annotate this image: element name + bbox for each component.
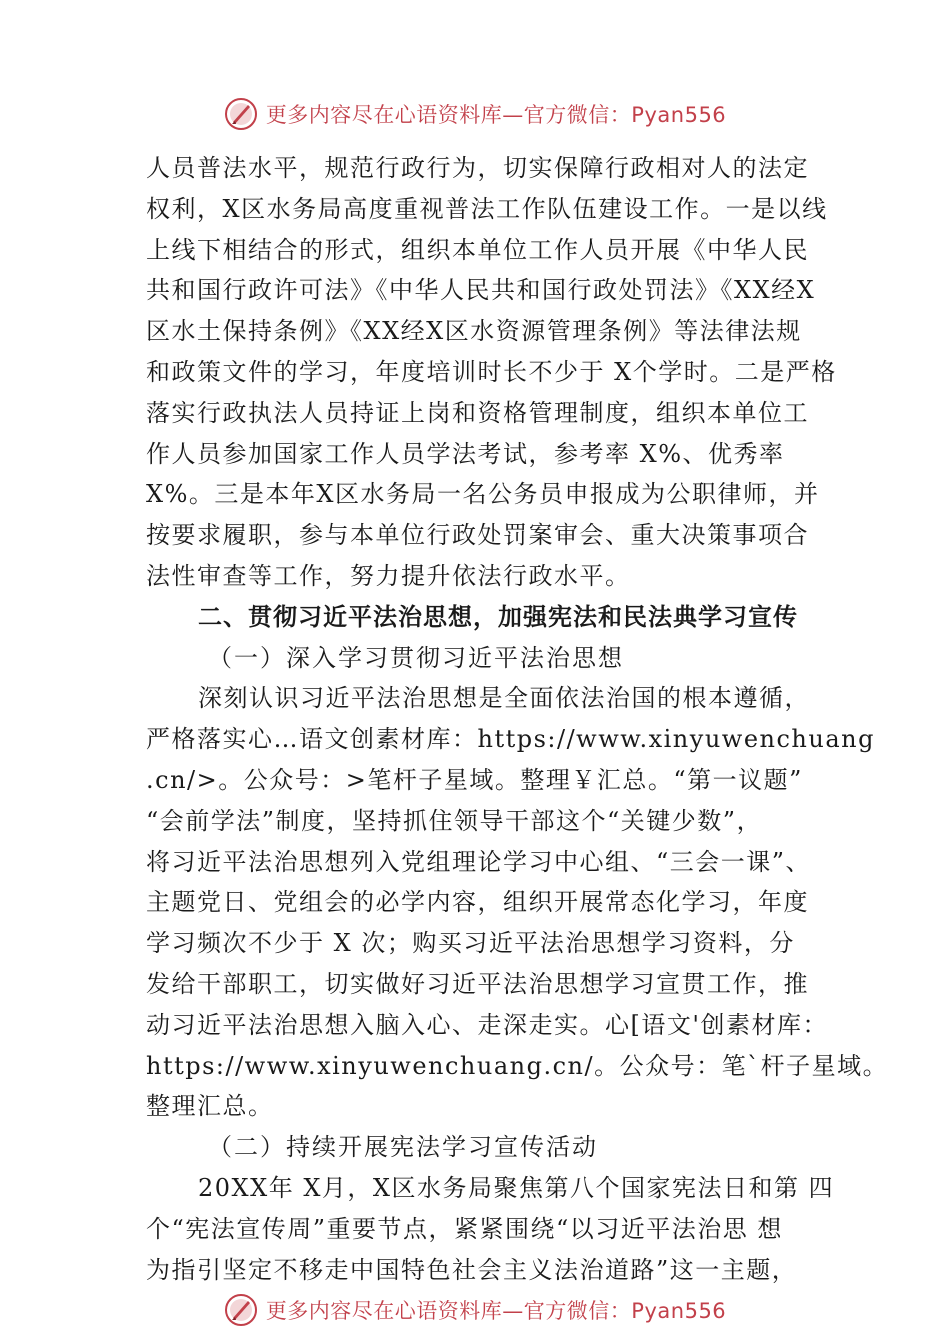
header-watermark-banner <box>0 92 950 136</box>
paragraph-line: “会前学法”制度，坚持抓住领导干部这个“关键少数”， <box>146 806 763 835</box>
paragraph-line: X%。三是本年X区水务局一名公务员申报成为公职律师，并 <box>146 480 820 509</box>
paragraph-line: 共和国行政许可法》《中华人民共和国行政处罚法》《XX经X <box>146 276 816 305</box>
paragraph-line: 将习近平法治思想列入党组理论学习中心组、“三会一课”、 <box>146 847 812 876</box>
paragraph-line: 权利，X区水务局高度重视普法工作队伍建设工作。一是以线 <box>146 194 828 223</box>
quill-pen-logo-icon <box>224 1293 258 1327</box>
quill-pen-logo-icon <box>224 97 258 131</box>
subsection-heading: （二）持续开展宪法学习宣传活动 <box>208 1133 598 1162</box>
paragraph-line: 落实行政执法人员持证上岗和资格管理制度，组织本单位工 <box>146 398 809 427</box>
paragraph-line: 发给干部职工，切实做好习近平法治思想学习宣贯工作，推 <box>146 969 809 998</box>
paragraph-line: 主题党日、党组会的必学内容，组织开展常态化学习，年度 <box>146 888 809 917</box>
paragraph-line: 严格落实心…语文创素材库：https://www.xinyuwenchuang <box>146 725 875 754</box>
paragraph-line: 法性审查等工作，努力提升依法行政水平。 <box>146 561 631 590</box>
watermark-text: 更多内容尽在心语资料库—官方微信：Pyan556 <box>265 1299 727 1323</box>
paragraph-line: 人员普法水平，规范行政行为，切实保障行政相对人的法定 <box>146 154 809 182</box>
paragraph-line: 深刻认识习近平法治思想是全面依法治国的根本遵循， <box>198 684 810 713</box>
paragraph-line: 动习近平法治思想入脑入心、走深走实。心[语文'创素材库： <box>146 1010 828 1039</box>
paragraph-line: .cn/>。公众号：>笔杆子星域。整理￥汇总。“第一议题” <box>146 765 803 794</box>
paragraph-line: 上线下相结合的形式，组织本单位工作人员开展《中华人民 <box>146 235 809 264</box>
paragraph-line: 整理汇总。 <box>146 1092 274 1121</box>
paragraph-line: 20XX年 X月，X区水务局聚焦第八个国家宪法日和第 四 <box>198 1173 835 1202</box>
paragraph-line: 为指引坚定不移走中国特色社会主义法治道路”这一主题， <box>146 1255 798 1284</box>
watermark-text: 更多内容尽在心语资料库—官方微信：Pyan556 <box>265 103 727 127</box>
paragraph-line: 按要求履职，参与本单位行政处罚案审会、重大决策事项合 <box>146 521 809 550</box>
section-heading: 二、贯彻习近平法治思想，加强宪法和民法典学习宣传 <box>198 602 798 631</box>
paragraph-line: 作人员参加国家工作人员学法考试，参考率 X%、优秀率 <box>146 439 785 468</box>
footer-watermark-banner <box>0 1288 950 1332</box>
paragraph-line: https://www.xinyuwenchuang.cn/。公众号：笔`杆子星域。 <box>146 1051 889 1080</box>
paragraph-line: 和政策文件的学习，年度培训时长不少于 X个学时。二是严格 <box>146 357 837 386</box>
paragraph-line: 个“宪法宣传周”重要节点，紧紧围绕“以习近平法治思 想 <box>146 1214 783 1243</box>
paragraph-line: 学习频次不少于 X 次；购买习近平法治思想学习资料，分 <box>146 929 795 958</box>
subsection-heading: （一）深入学习贯彻习近平法治思想 <box>208 643 624 672</box>
document-body <box>146 148 889 1290</box>
paragraph-line: 区水土保持条例》《XX经X区水资源管理条例》等法律法规 <box>146 317 802 346</box>
